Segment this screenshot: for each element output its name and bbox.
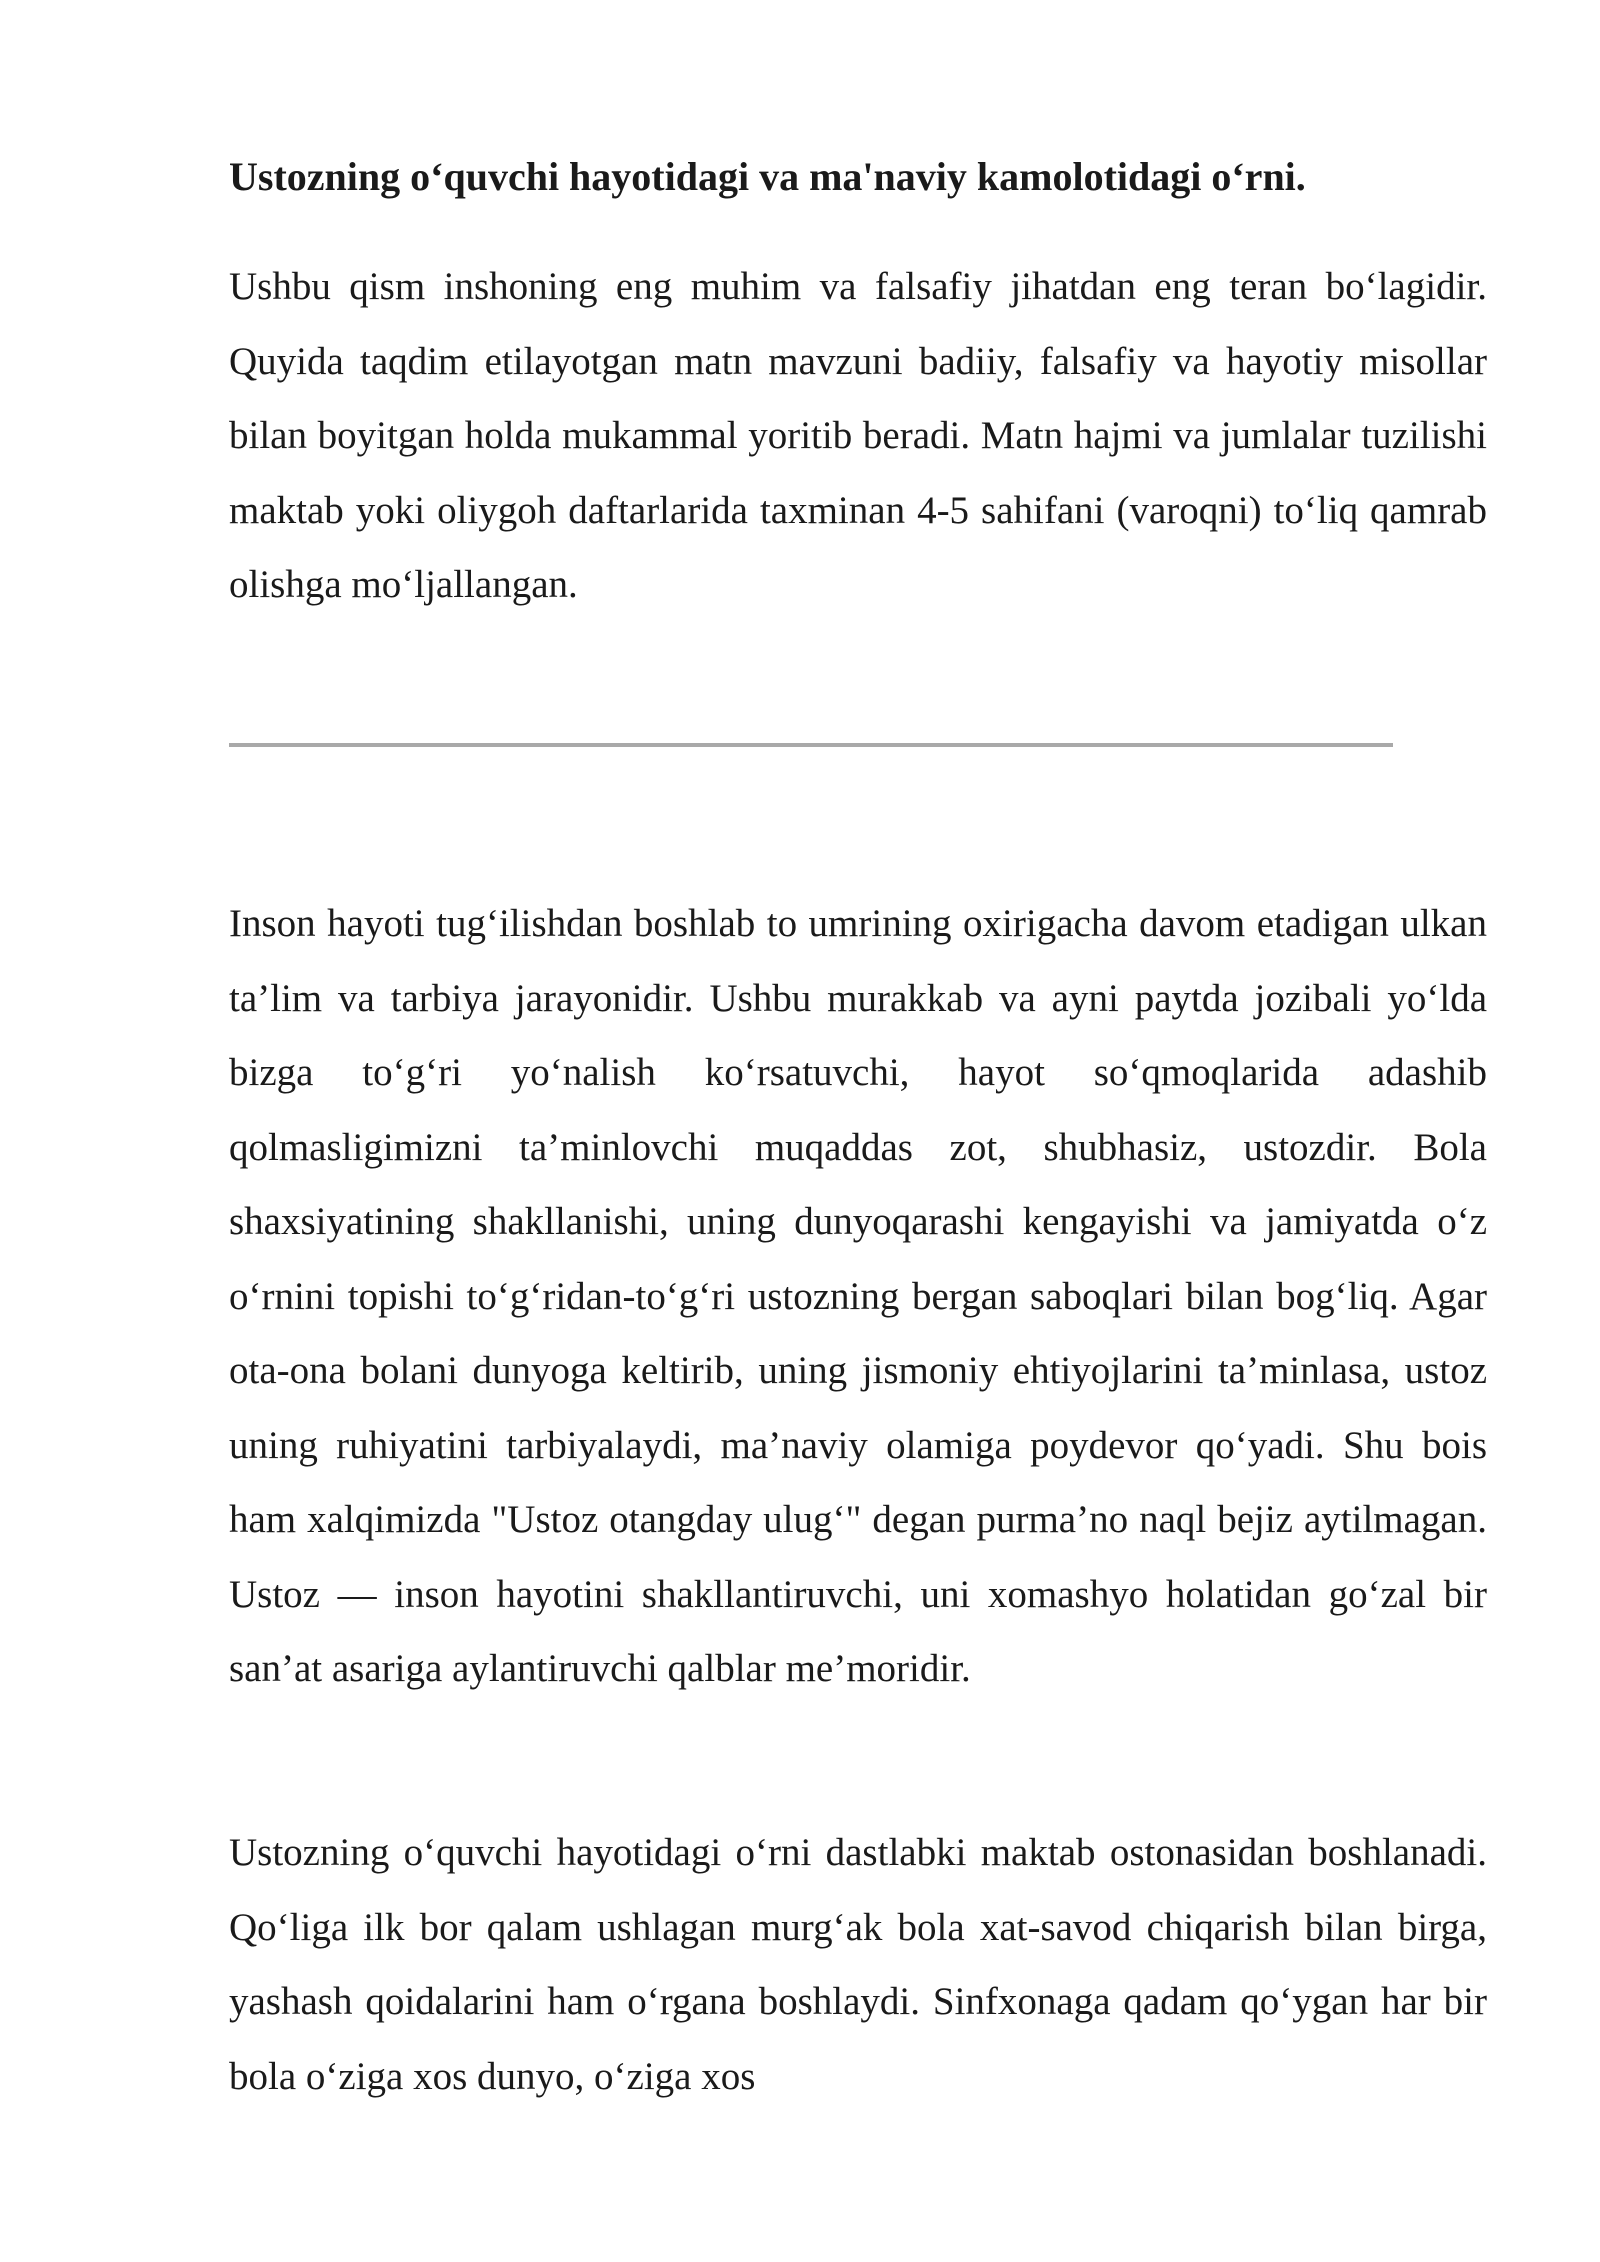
document-title: Ustozning o‘quvchi hayotidagi va ma'naviy kamolotidagi o‘rni. (229, 154, 1306, 199)
body-paragraph-1: Inson hayoti tug‘ilishdan boshlab to umrining oxirigacha davom etadigan ulkan ta’lim va tarbiya jarayonidir. Ushbu murakkab va ayni paytda jozibali yo‘lda bizga to‘g‘ri yo‘nalish ko‘rsatuvchi, hayot so‘qmoqlarida adashib qolmasligimizni ta’minlovchi muqaddas zot, shubhasiz, ustozdir. Bola shaxsiyatining shakllanishi, uning dunyoqarashi kengayishi va jamiyatda o‘z o‘rnini topishi to‘g‘ridan-to‘g‘ri ustozning bergan saboqlari bilan bog‘liq. Agar ota-ona bolani dunyoga keltirib, uning jismoniy ehtiyojlarini ta’minlasa, ustoz uning ruhiyatini tarbiyalaydi, ma’naviy olamiga poydevor qo‘yadi. Shu bois ham xalqimizda "Ustoz otangday ulug‘" degan purma’no naql bejiz aytilmagan. Ustoz — inson hayotini shakllantiruvchi, uni xomashyo holatidan go‘zal bir san’at asariga aylantiruvchi qalblar me’moridir. (229, 902, 1487, 1690)
body-paragraph-2: Ustozning o‘quvchi hayotidagi o‘rni dastlabki maktab ostonasidan boshlanadi. Qo‘liga ilk bor qalam ushlagan murg‘ak bola xat-savod chiqarish bilan birga, yashash qoidalarini ham o‘rgana boshlaydi. Sinfxonaga qadam qo‘ygan har bir bola o‘ziga xos dunyo, o‘ziga xos (229, 1831, 1487, 2098)
section-divider (229, 743, 1393, 747)
intro-paragraph: Ushbu qism inshoning eng muhim va falsafiy jihatdan eng teran bo‘lagidir. Quyida taqdim etilayotgan matn mavzuni badiiy, falsafiy va hayotiy misollar bilan boyitgan holda mukammal yoritib beradi. Matn hajmi va jumlalar tuzilishi maktab yoki oliygoh daftarlarida taxminan 4-5 sahifani (varoqni) to‘liq qamrab olishga mo‘ljallangan. (229, 265, 1487, 606)
